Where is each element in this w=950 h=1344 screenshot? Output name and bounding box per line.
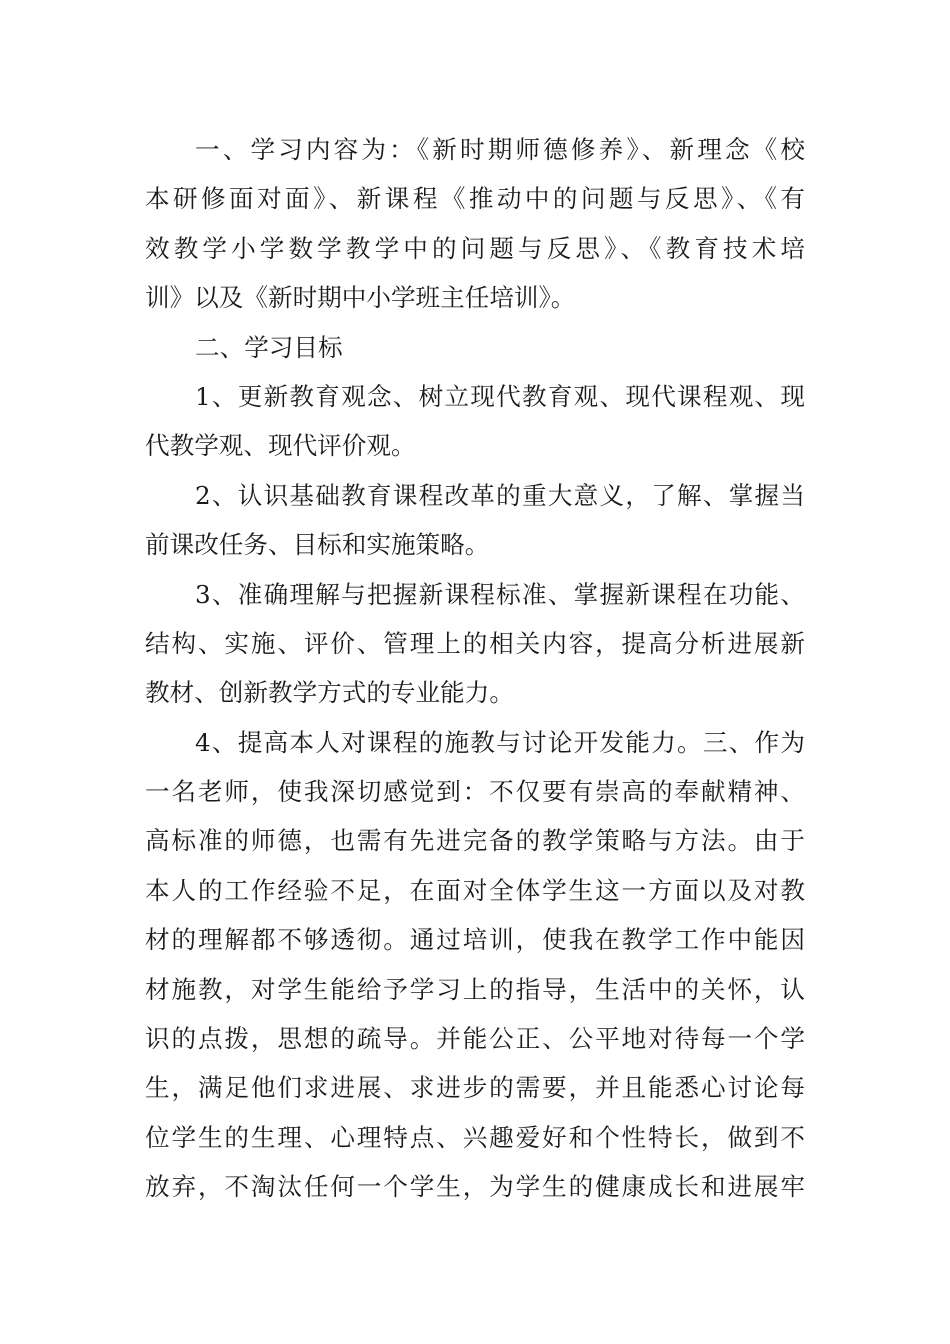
paragraph-line: 识的点拨，思想的疏导。并能公正、公平地对待每一个学 [145,1024,805,1054]
paragraph-line: 代教学观、现代评价观。 [145,431,416,461]
paragraph-line: 材的理解都不够透彻。通过培训，使我在教学工作中能因 [145,925,805,955]
paragraph-line: 3、准确理解与把握新课程标准、掌握新课程在功能、 [195,579,805,609]
paragraph-line: 高标准的师德，也需有先进完备的教学策略与方法。由于 [145,826,805,856]
paragraph-line: 生，满足他们求进展、求进步的需要，并且能悉心讨论每 [145,1073,805,1103]
paragraph-line: 放弃，不淘汰任何一个学生，为学生的健康成长和进展牢 [145,1172,805,1202]
paragraph-line: 结构、实施、评价、管理上的相关内容，提高分析进展新 [145,628,805,658]
paragraph-line: 位学生的生理、心理特点、兴趣爱好和个性特长，做到不 [145,1122,805,1152]
paragraph-line: 效教学小学数学教学中的问题与反思》、《教育技术培 [145,233,805,263]
document-body [145,125,805,1212]
paragraph-line: 4、提高本人对课程的施教与讨论开发能力。三、作为 [195,727,805,757]
paragraph-line: 前课改任务、目标和实施策略。 [145,530,490,560]
paragraph-line: 训》以及《新时期中小学班主任培训》。 [145,283,576,313]
paragraph-line: 2、认识基础教育课程改革的重大意义，了解、掌握当 [195,480,805,510]
paragraph-line: 1、更新教育观念、树立现代教育观、现代课程观、现 [195,381,805,411]
section-heading: 二、学习目标 [195,332,343,362]
paragraph-line: 教材、创新教学方式的专业能力。 [145,678,514,708]
paragraph-line: 一、学习内容为：《新时期师德修养》、新理念《校 [195,135,805,164]
paragraph-line: 材施教，对学生能给予学习上的指导，生活中的关怀，认 [145,974,805,1004]
paragraph-line: 本人的工作经验不足，在面对全体学生这一方面以及对教 [145,875,805,905]
paragraph-line: 一名老师，使我深切感觉到：不仅要有崇高的奉献精神、 [145,777,805,807]
paragraph-line: 本研修面对面》、新课程《推动中的问题与反思》、《有 [145,184,805,214]
